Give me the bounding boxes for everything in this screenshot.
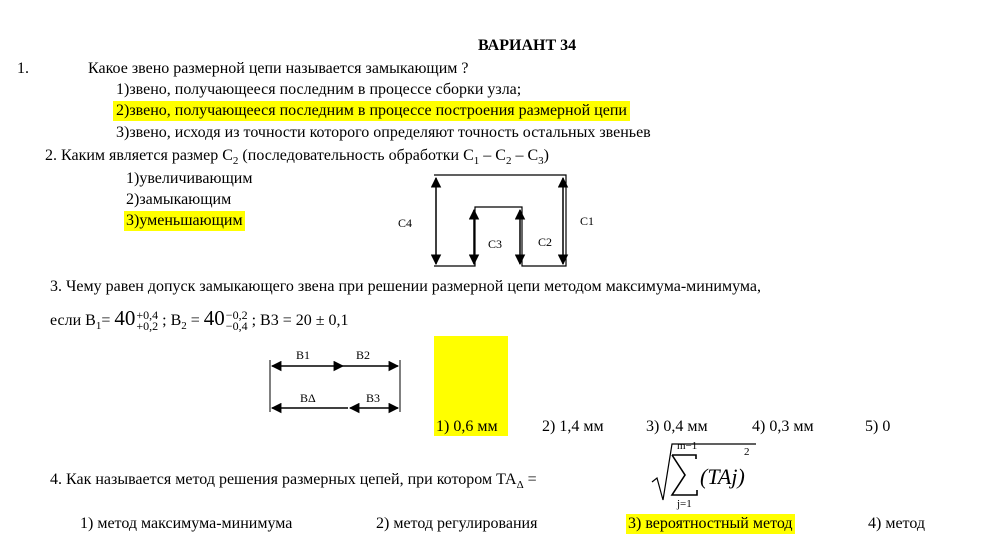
q3-answer-5: 5) 0 bbox=[865, 418, 891, 435]
q4-sum-lower-limit: j=1 bbox=[677, 498, 692, 510]
q1-text: Какое звено размерной цепи называется замыкающим ? bbox=[88, 60, 469, 77]
q4-answer-3-highlighted: 3) вероятностный метод bbox=[628, 515, 793, 532]
q4-power: 2 bbox=[744, 446, 750, 458]
q2-label-c3: С3 bbox=[488, 237, 503, 251]
q2-option-2: 2)замыкающим bbox=[126, 191, 232, 208]
q4-sum-term: (TAj) bbox=[700, 464, 745, 489]
q4-answer-1: 1) метод максимума-минимума bbox=[80, 515, 293, 532]
q3-label-b-delta: ВΔ bbox=[300, 391, 316, 405]
q3-answer-3: 3) 0,4 мм bbox=[646, 418, 708, 435]
q4-text: 4. Как называется метод решения размерных цепей, при котором $ТА_\Delta$ = bbox=[50, 471, 537, 492]
q3-answer-2: 2) 1,4 мм bbox=[542, 418, 604, 435]
q2-label-c2: С2 bbox=[538, 235, 553, 249]
q3-text: 3. Чему равен допуск замыкающего звена при решении размерной цепи методом максимума-минимума, bbox=[50, 278, 761, 295]
q3-label-b2: В2 bbox=[356, 348, 371, 362]
q1-option-1: 1)звено, получающееся последним в процессе сборки узла; bbox=[116, 81, 522, 98]
q3-answer-1: 1) 0,6 мм bbox=[436, 418, 498, 435]
q3-answer-4: 4) 0,3 мм bbox=[752, 418, 814, 435]
q3-label-b1: В1 bbox=[296, 348, 311, 362]
q2-option-1: 1)увеличивающим bbox=[126, 170, 253, 187]
q4-answer-4: 4) метод bbox=[868, 515, 926, 532]
q3-values: если $В_1= 40+0,4$ +0,2 ; $В_2 = 40-0,2$ −0,4 ; В3 = 20 ± 0,1 bbox=[50, 306, 349, 334]
q2-label-c4: С4 bbox=[398, 216, 413, 230]
q1-option-3: 3)звено, исходя из точности которого определяют точность остальных звеньев bbox=[116, 124, 651, 141]
q2-label-c1: С1 bbox=[580, 214, 595, 228]
q1-option-2-highlighted: 2)звено, получающееся последним в процессе построения размерной цепи bbox=[113, 101, 630, 121]
q4-answer-2: 2) метод регулирования bbox=[376, 515, 538, 532]
q2-text: 2. Каким является размер $С_2$ (последовательность обработки $С_1 - С_2 - С_3$) bbox=[45, 147, 549, 168]
q1-number: 1. bbox=[17, 60, 29, 77]
q3-label-b3: В3 bbox=[366, 391, 381, 405]
page-title: ВАРИАНТ 34 bbox=[478, 37, 577, 54]
q4-sum-upper-limit: m−1 bbox=[677, 440, 698, 452]
q2-option-3-highlighted: 3)уменьшающим bbox=[126, 212, 243, 229]
